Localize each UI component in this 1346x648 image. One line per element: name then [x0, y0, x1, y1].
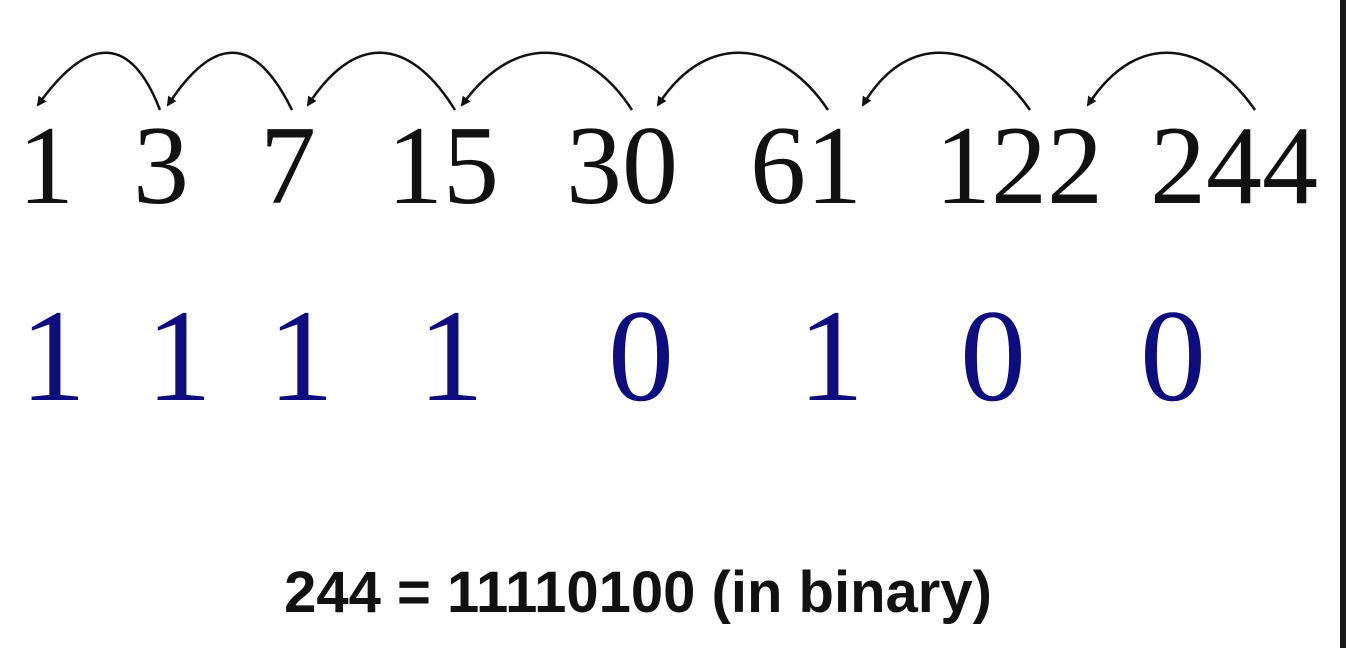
arrow-122-to-61 [863, 53, 1030, 110]
sequence-number: 30 [566, 104, 678, 228]
arrow-15-to-7 [308, 53, 455, 110]
binary-digit: 1 [798, 282, 864, 429]
binary-digit: 1 [268, 282, 334, 429]
binary-digit: 1 [418, 282, 484, 429]
binary-digit: 0 [1140, 282, 1206, 429]
arrow-61-to-30 [658, 53, 828, 110]
binary-digit: 0 [960, 282, 1026, 429]
window-edge [1340, 0, 1346, 648]
binary-digit: 1 [146, 282, 212, 429]
sequence-number: 244 [1150, 104, 1318, 228]
arrow-7-to-3 [168, 53, 292, 110]
sequence-number: 3 [133, 104, 189, 228]
arrow-30-to-15 [462, 53, 632, 110]
sequence-number: 61 [750, 104, 862, 228]
sequence-number: 7 [260, 104, 316, 228]
arrow-3-to-1 [38, 53, 160, 110]
binary-digit: 0 [608, 282, 674, 429]
binary-digit: 1 [20, 282, 86, 429]
binary-caption: 244 = 11110100 (in binary) [284, 560, 992, 625]
sequence-number: 122 [935, 104, 1103, 228]
sequence-number: 1 [18, 104, 74, 228]
sequence-number: 15 [387, 104, 499, 228]
arrow-244-to-122 [1088, 53, 1255, 110]
